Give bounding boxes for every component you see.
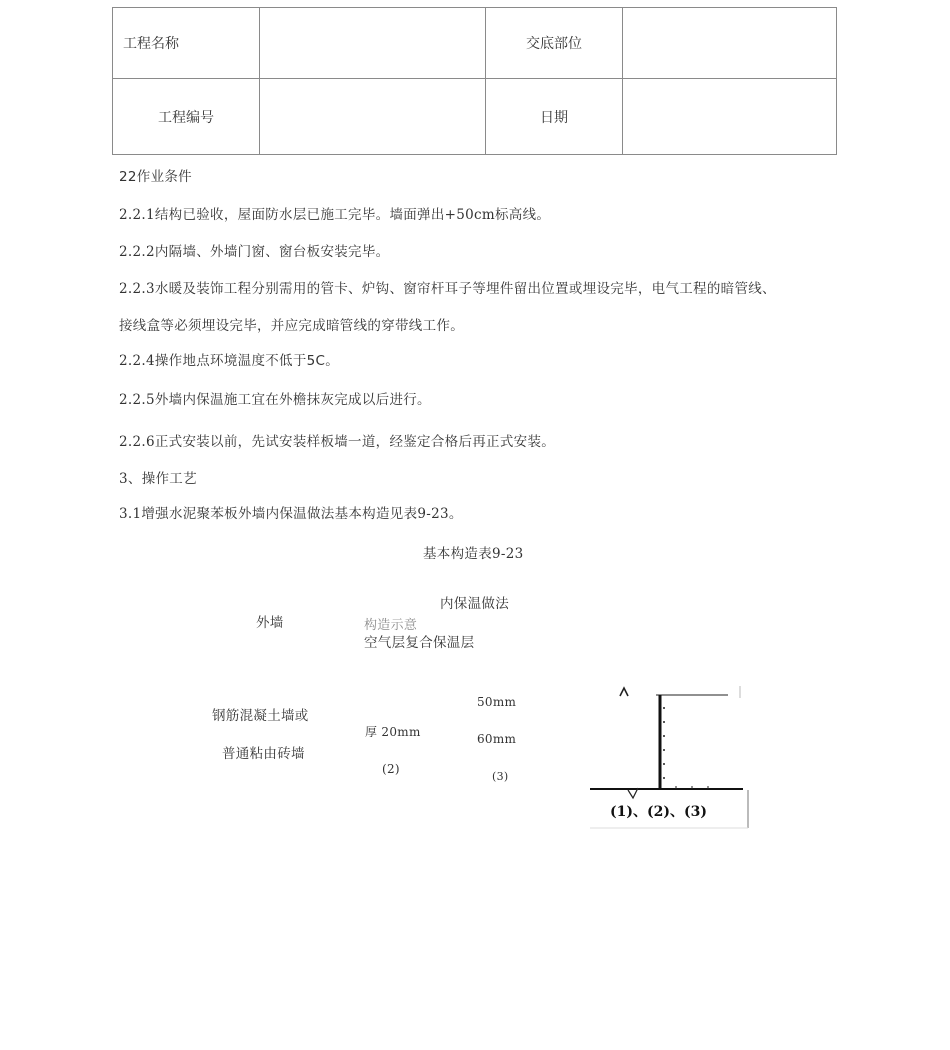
item-number-2: (2) bbox=[382, 762, 400, 776]
table-row bbox=[113, 8, 837, 79]
column-header-method: 内保温做法 bbox=[440, 596, 509, 612]
wall-type-line-1: 钢筋混凝土墙或 bbox=[212, 708, 309, 724]
column-header-layers: 空气层复合保温层 bbox=[364, 635, 475, 651]
project-name-value bbox=[260, 8, 486, 79]
diagram-label: (1)、(2)、(3) bbox=[610, 804, 707, 820]
date-value bbox=[623, 79, 837, 155]
section-heading-3: 3、操作工艺 bbox=[119, 471, 197, 487]
table-caption: 基本构造表9-23 bbox=[423, 546, 524, 562]
size-50mm: 50mm bbox=[477, 695, 517, 709]
date-label: 日期 bbox=[486, 79, 623, 155]
paragraph-end: 。 bbox=[325, 353, 340, 369]
handover-part-value bbox=[623, 8, 837, 79]
project-no-label: 工程编号 bbox=[113, 79, 260, 155]
section-heading-2-2 bbox=[119, 165, 192, 185]
paragraph-2-2-4 bbox=[119, 349, 339, 369]
paragraph-2-2-3: 2.2.3水暖及装饰工程分别需用的管卡、炉钩、窗帘杆耳子等埋件留出位置或埋设完毕，电气工程的暗管线、 bbox=[119, 281, 776, 297]
project-no-value bbox=[260, 79, 486, 155]
paragraph-2-2-5: 2.2.5外墙内保温施工宜在外檐抹灰完成以后进行。 bbox=[119, 392, 431, 408]
wall-type-line-2: 普通粘由砖墙 bbox=[222, 746, 305, 762]
paragraph-2-2-2: 2.2.2内隔墙、外墙门窗、窗台板安装完毕。 bbox=[119, 244, 390, 260]
project-name-label: 工程名称 bbox=[113, 8, 260, 79]
paragraph-2-2-1: 2.2.1结构已验收，屋面防水层已施工完毕。墙面弹出+50cm标高线。 bbox=[119, 207, 551, 223]
column-header-diagram: 构造示意 bbox=[364, 618, 418, 633]
paragraph-3-1: 3.1增强水泥聚苯板外墙内保温做法基本构造见表9-23。 bbox=[119, 506, 463, 522]
table-row bbox=[113, 79, 837, 155]
column-header-outer-wall: 外墙 bbox=[256, 615, 284, 631]
thickness-label: 厚 20mm bbox=[365, 725, 421, 739]
construction-diagram bbox=[588, 682, 758, 832]
paragraph-2-2-6: 2.2.6正式安装以前，先试安装样板墙一道，经鉴定合格后再正式安装。 bbox=[119, 434, 556, 450]
item-number-3: (3) bbox=[492, 770, 509, 783]
paragraph-text: 2.2.4操作地点环境温度不低于 bbox=[119, 353, 307, 369]
size-60mm: 60mm bbox=[477, 732, 517, 746]
section-number: 22 bbox=[119, 169, 137, 185]
section-title: 作业条件 bbox=[136, 169, 192, 185]
paragraph-2-2-3-cont: 接线盒等必须埋设完毕，并应完成暗管线的穿带线工作。 bbox=[119, 318, 464, 334]
insulation-dots bbox=[663, 707, 665, 779]
caret-up-mark bbox=[620, 688, 628, 696]
header-info-table bbox=[112, 7, 837, 155]
handover-part-label: 交底部位 bbox=[486, 8, 623, 79]
temperature-value: 5C bbox=[306, 353, 326, 369]
